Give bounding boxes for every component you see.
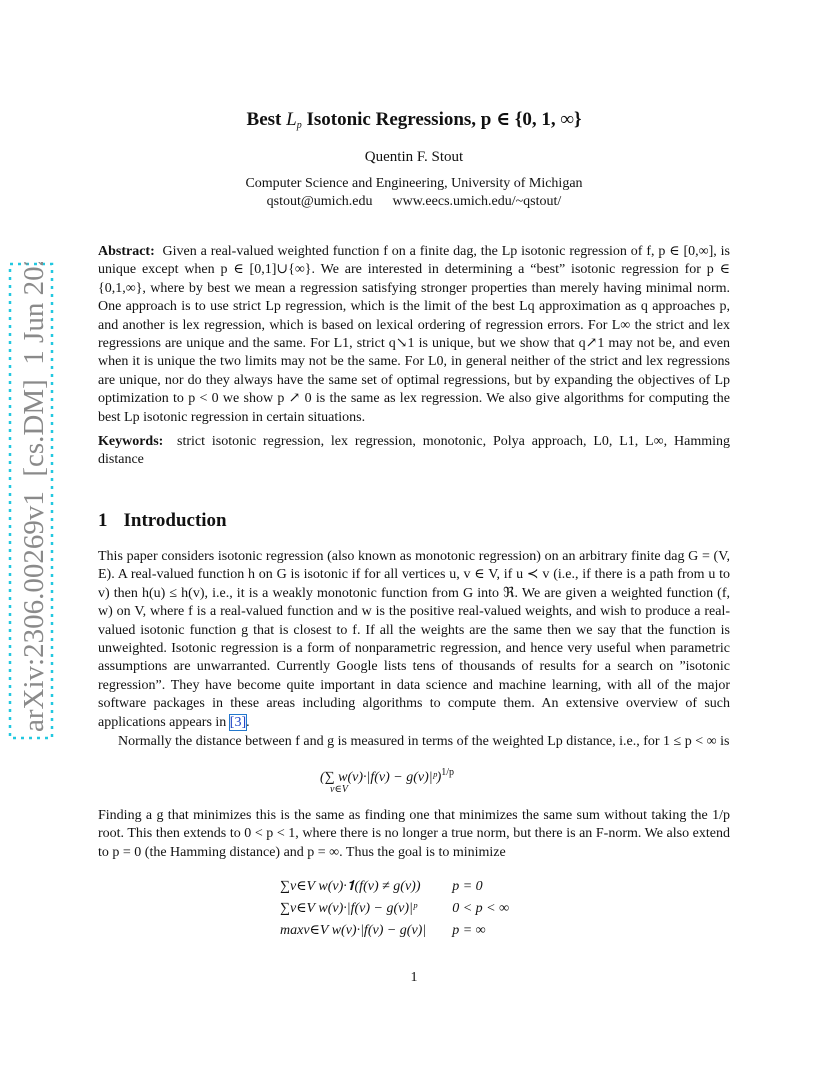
citation-link[interactable]: [3]: [229, 714, 247, 730]
page-number: 1: [410, 970, 418, 985]
affiliation: Computer Science and Engineering, University of Michigan: [245, 176, 583, 191]
norm-equation: (∑ w(v)·|f(v) − g(v)|ᵖ)$^{1/p}$ v∈V: [320, 767, 455, 795]
arxiv-id-text: arXiv:2306.00269v1 [cs.DM] 1 Jun 2023: [18, 262, 50, 732]
intro-paragraph-2: Normally the distance between f and g is measured in terms of the weighted Lp distance, i.e., for 1 ≤ p < ∞ is: [118, 734, 730, 749]
keywords: [98, 433, 730, 470]
intro-paragraph-3: Finding a g that minimizes this is the same as finding one that minimizes the same sum without taking the 1/p root. This then extends to 0 < p < 1, where there is no longer a true norm, but there is an F-norm. We also extend to p = 0 (the Hamming distance) and p = ∞. Thus the goal is to minimize: [98, 808, 730, 860]
equation-row: maxv∈V w(v)·|f(v) − g(v)| p = ∞: [280, 923, 486, 938]
abstract: [98, 243, 730, 427]
equation-row: ∑v∈V w(v)·|f(v) − g(v)|ᵖ 0 < p < ∞: [280, 901, 510, 916]
keywords-label: Keywords:: [98, 434, 164, 449]
website-link[interactable]: www.eecs.umich.edu/~qstout/: [392, 194, 562, 209]
contact-line: [0, 194, 828, 210]
objective-equations: [280, 876, 517, 942]
section-heading: 1 Introduction: [98, 510, 227, 531]
equation-row: ∑v∈V w(v)·𝟏(f(v) ≠ g(v)) p = 0: [280, 879, 483, 894]
author-name: Quentin F. Stout: [364, 149, 464, 165]
paper-title: Best $L_p$ Isotonic Regressions, p ∈ {0, 1, ∞}: [246, 109, 582, 131]
intro-paragraph-1: This paper considers isotonic regression (also known as monotonic regression) on an arbitrary finite dag G = (V, E). A real-valued function h on G is isotonic if for all vertices u, v ∈ V, if u ≺ v (i.e., if there is a path from u to v) then h(u) ≤ h(v), i.e., it is a weakly monotonic function from G into ℜ. We are given a weighted function (f, w) on V, where f is a real-valued function and w is the positive real-valued weights, and wish to produce a real-valued isotonic function g that is closest to f. If all the weights are the same then we say that the function is unweighted. Isotonic regression is a form of nonparametric regression, and hence very useful when parametric assumptions are unwarranted. Currently Google lists tens of thousands of results for a search on ”isotonic regression”. They have become quite important in data science and machine learning, with all of the major software packages in these areas including algorithms to compute them. An extensive overview of such applications appears in [3].: [98, 549, 730, 730]
keywords-text: strict isotonic regression, lex regression, monotonic, Polya approach, L0, L1, L∞, Hamming distance: [98, 434, 730, 468]
abstract-label: Abstract:: [98, 244, 155, 259]
abstract-text: Given a real-valued weighted function f on a finite dag, the Lp isotonic regression of f, p ∈ [0,∞], is unique except when p ∈ [0,1]∪{∞}. We are interested in determining a “best” isotonic regression for p ∈ {0,1,∞}, where by best we mean a regression satisfying stronger properties than merely having minimal norm. One approach is to use strict Lp regression, which is the limit of the best Lq approximation as q approaches p, and another is lex regression, which is based on lexical ordering of regression errors. For L∞ the strict and lex regressions are unique and the same. For L1, strict q↘1 is unique, but we show that q↗1 may not be, and even when it is unique the two limits may not be the same. For L0, in general neither of the strict and lex regressions are unique, nor do they always have the same set of optimal regressions, but by expanding the objectives of Lp optimization to p < 0 we show p ↗ 0 is the same as lex regression. We also give algorithms for computing the best Lp isotonic regression in certain situations.: [98, 244, 730, 425]
arxiv-stamp[interactable]: [2, 262, 60, 740]
email-link[interactable]: qstout@umich.edu: [266, 194, 373, 209]
